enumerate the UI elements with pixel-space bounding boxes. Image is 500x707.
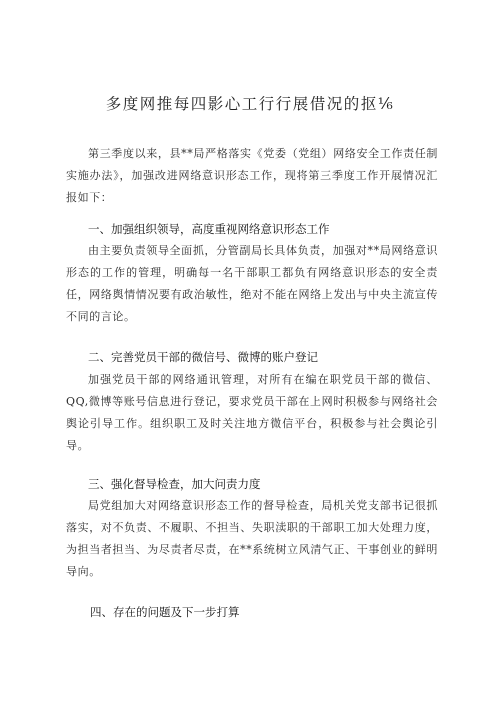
section-heading-3: 三、强化督导检查，加大问责力度 [88,477,261,491]
section-body-3: 局党组加大对网络意识形态工作的督导检查，局机关党支部书记很抓落实，对不负责、不履职、不担当、失职渎职的干部职工加大处理力度，为担当者担当、为尽责者尽责，在**系统树立风清气正、干事创业的鲜明导向。 [66,499,438,578]
section-body-2: 加强党员干部的网络通讯管理，对所有在编在职党员干部的微信、QQ,微博等账号信息进行登记，要求党员干部在上网时积极参与网络社会舆论引导工作。组织职工及时关注地方微信平台，积极参与社会舆论引导。 [66,373,438,452]
section-body-1: 由主要负责领导全面抓，分管副局长具体负责，加强对**局网络意识形态的工作的管理，明确每一名干部职工都负有网络意识形态的安全责任，网络舆情情况要有政治敏性，绝对不能在网络上发出与中央主流宣传不同的言论。 [66,244,438,323]
document-title: 多度网推每四影心工行行展借况的抠⅙ [105,95,395,113]
intro-paragraph: 第三季度以来，县**局严格落实《党委（党组）网络安全工作责任制实施办法》，加强改进网络意识形态工作，现将第三季度工作开展情况汇报如下： [66,147,438,204]
section-heading-2: 二、完善党员干部的微信号、微博的账户登记 [88,350,318,364]
section-heading-4: 四、存在的问题及下一步打算 [90,605,240,619]
section-heading-1: 一、加强组织领导，高度重视网络意识形态工作 [88,222,330,236]
